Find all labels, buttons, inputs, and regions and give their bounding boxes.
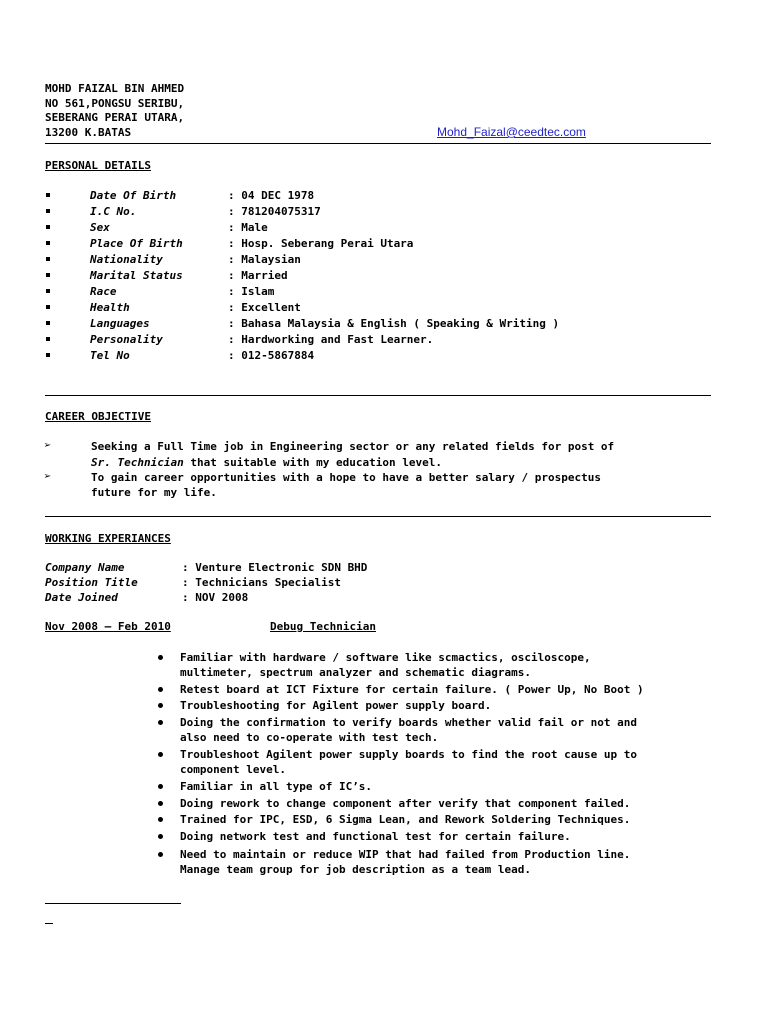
bullet-square-icon: [46, 353, 50, 357]
bullet-dot-icon: [158, 834, 163, 839]
position-value: : Technicians Specialist: [182, 576, 341, 589]
duty-line: Doing network test and functional test for certain failure.: [180, 830, 571, 843]
arrow-bullet-icon: ➢: [44, 469, 52, 483]
bullet-square-icon: [46, 209, 50, 213]
duty-line: Doing rework to change component after verify that component failed.: [180, 797, 631, 810]
detail-label: Health: [90, 301, 130, 314]
personal-details-heading: PERSONAL DETAILS: [45, 159, 151, 172]
detail-value: : Male: [228, 221, 268, 234]
duty-line: Familiar with hardware / software like scmactics, osciloscope,: [180, 651, 591, 664]
company-value: : Venture Electronic SDN BHD: [182, 561, 368, 574]
objective-1-emphasis: Sr. Technician: [91, 456, 184, 469]
detail-value: : 781204075317: [228, 205, 321, 218]
bullet-square-icon: [46, 257, 50, 261]
detail-label: Languages: [90, 317, 150, 330]
duty-line: Need to maintain or reduce WIP that had failed from Production line.: [180, 848, 631, 861]
duty-line: Trained for IPC, ESD, 6 Sigma Lean, and Rework Soldering Techniques.: [180, 813, 631, 826]
date-joined-label: Date Joined: [45, 591, 118, 604]
career-objective-heading: CAREER OBJECTIVE: [45, 410, 151, 423]
detail-label: Personality: [90, 333, 163, 346]
footnote-separator: [45, 903, 181, 904]
job-role: Debug Technician: [270, 620, 376, 633]
duty-line: component level.: [180, 763, 286, 776]
duty-line: Troubleshooting for Agilent power supply board.: [180, 699, 492, 712]
bullet-square-icon: [46, 193, 50, 197]
footnote-mark: [45, 923, 53, 924]
address-line-3: 13200 K.BATAS: [45, 126, 132, 139]
address-line-1: NO 561,PONGSU SERIBU,: [45, 97, 185, 110]
detail-label: Sex: [90, 221, 110, 234]
bullet-square-icon: [46, 241, 50, 245]
detail-label: Marital Status: [90, 269, 183, 282]
duty-line: Troubleshoot Agilent power supply boards to find the root cause up to: [180, 748, 637, 761]
address-line-2: SEBERANG PERAI UTARA,: [45, 111, 185, 124]
bullet-square-icon: [46, 289, 50, 293]
objective-2-line-2: future for my life.: [91, 486, 217, 499]
detail-value: : Bahasa Malaysia & English ( Speaking & Writing ): [228, 317, 560, 330]
bullet-dot-icon: [158, 784, 163, 789]
job-period: Nov 2008 – Feb 2010: [45, 620, 171, 633]
arrow-bullet-icon: ➢: [44, 438, 52, 452]
duty-line: Doing the confirmation to verify boards whether valid fail or not and: [180, 716, 637, 729]
detail-value: : 012-5867884: [228, 349, 315, 362]
duty-line: Familiar in all type of IC’s.: [180, 780, 373, 793]
header-divider: [45, 143, 711, 144]
detail-value: : 04 DEC 1978: [228, 189, 315, 202]
detail-value: : Malaysian: [228, 253, 301, 266]
email-link[interactable]: Mohd_Faizal@ceedtec.com: [437, 125, 586, 139]
duty-line: Retest board at ICT Fixture for certain failure. ( Power Up, No Boot ): [180, 683, 644, 696]
bullet-square-icon: [46, 225, 50, 229]
duty-line: also need to co-operate with test tech.: [180, 731, 439, 744]
bullet-dot-icon: [158, 687, 163, 692]
company-label: Company Name: [45, 561, 125, 574]
detail-value: : Excellent: [228, 301, 301, 314]
bullet-dot-icon: [158, 817, 163, 822]
bullet-square-icon: [46, 321, 50, 325]
section-divider: [45, 516, 711, 517]
duty-line: multimeter, spectrum analyzer and schematic diagrams.: [180, 666, 531, 679]
bullet-dot-icon: [158, 655, 163, 660]
bullet-dot-icon: [158, 703, 163, 708]
detail-label: Tel No: [90, 349, 130, 362]
section-divider: [45, 395, 711, 396]
detail-label: Place Of Birth: [90, 237, 183, 250]
position-label: Position Title: [45, 576, 138, 589]
objective-2-line-1: To gain career opportunities with a hope to have a better salary / prospectus: [91, 471, 601, 484]
bullet-dot-icon: [158, 752, 163, 757]
bullet-square-icon: [46, 305, 50, 309]
bullet-dot-icon: [158, 852, 163, 857]
detail-value: : Hosp. Seberang Perai Utara: [228, 237, 414, 250]
bullet-dot-icon: [158, 720, 163, 725]
date-joined-value: : NOV 2008: [182, 591, 249, 604]
detail-value: : Islam: [228, 285, 275, 298]
bullet-dot-icon: [158, 801, 163, 806]
bullet-square-icon: [46, 337, 50, 341]
detail-value: : Married: [228, 269, 288, 282]
detail-value: : Hardworking and Fast Learner.: [228, 333, 434, 346]
detail-label: I.C No.: [90, 205, 137, 218]
duty-line: Manage team group for job description as a team lead.: [180, 863, 531, 876]
working-experiences-heading: WORKING EXPERIANCES: [45, 532, 171, 545]
objective-1-line-2: [91, 456, 442, 469]
detail-label: Race: [90, 285, 117, 298]
detail-label: Nationality: [90, 253, 163, 266]
bullet-square-icon: [46, 273, 50, 277]
candidate-name: MOHD FAIZAL BIN AHMED: [45, 82, 185, 95]
objective-1-rest: that suitable with my education level.: [183, 456, 442, 469]
detail-label: Date Of Birth: [90, 189, 177, 202]
objective-1-line-1: Seeking a Full Time job in Engineering sector or any related fields for post of: [91, 440, 615, 453]
